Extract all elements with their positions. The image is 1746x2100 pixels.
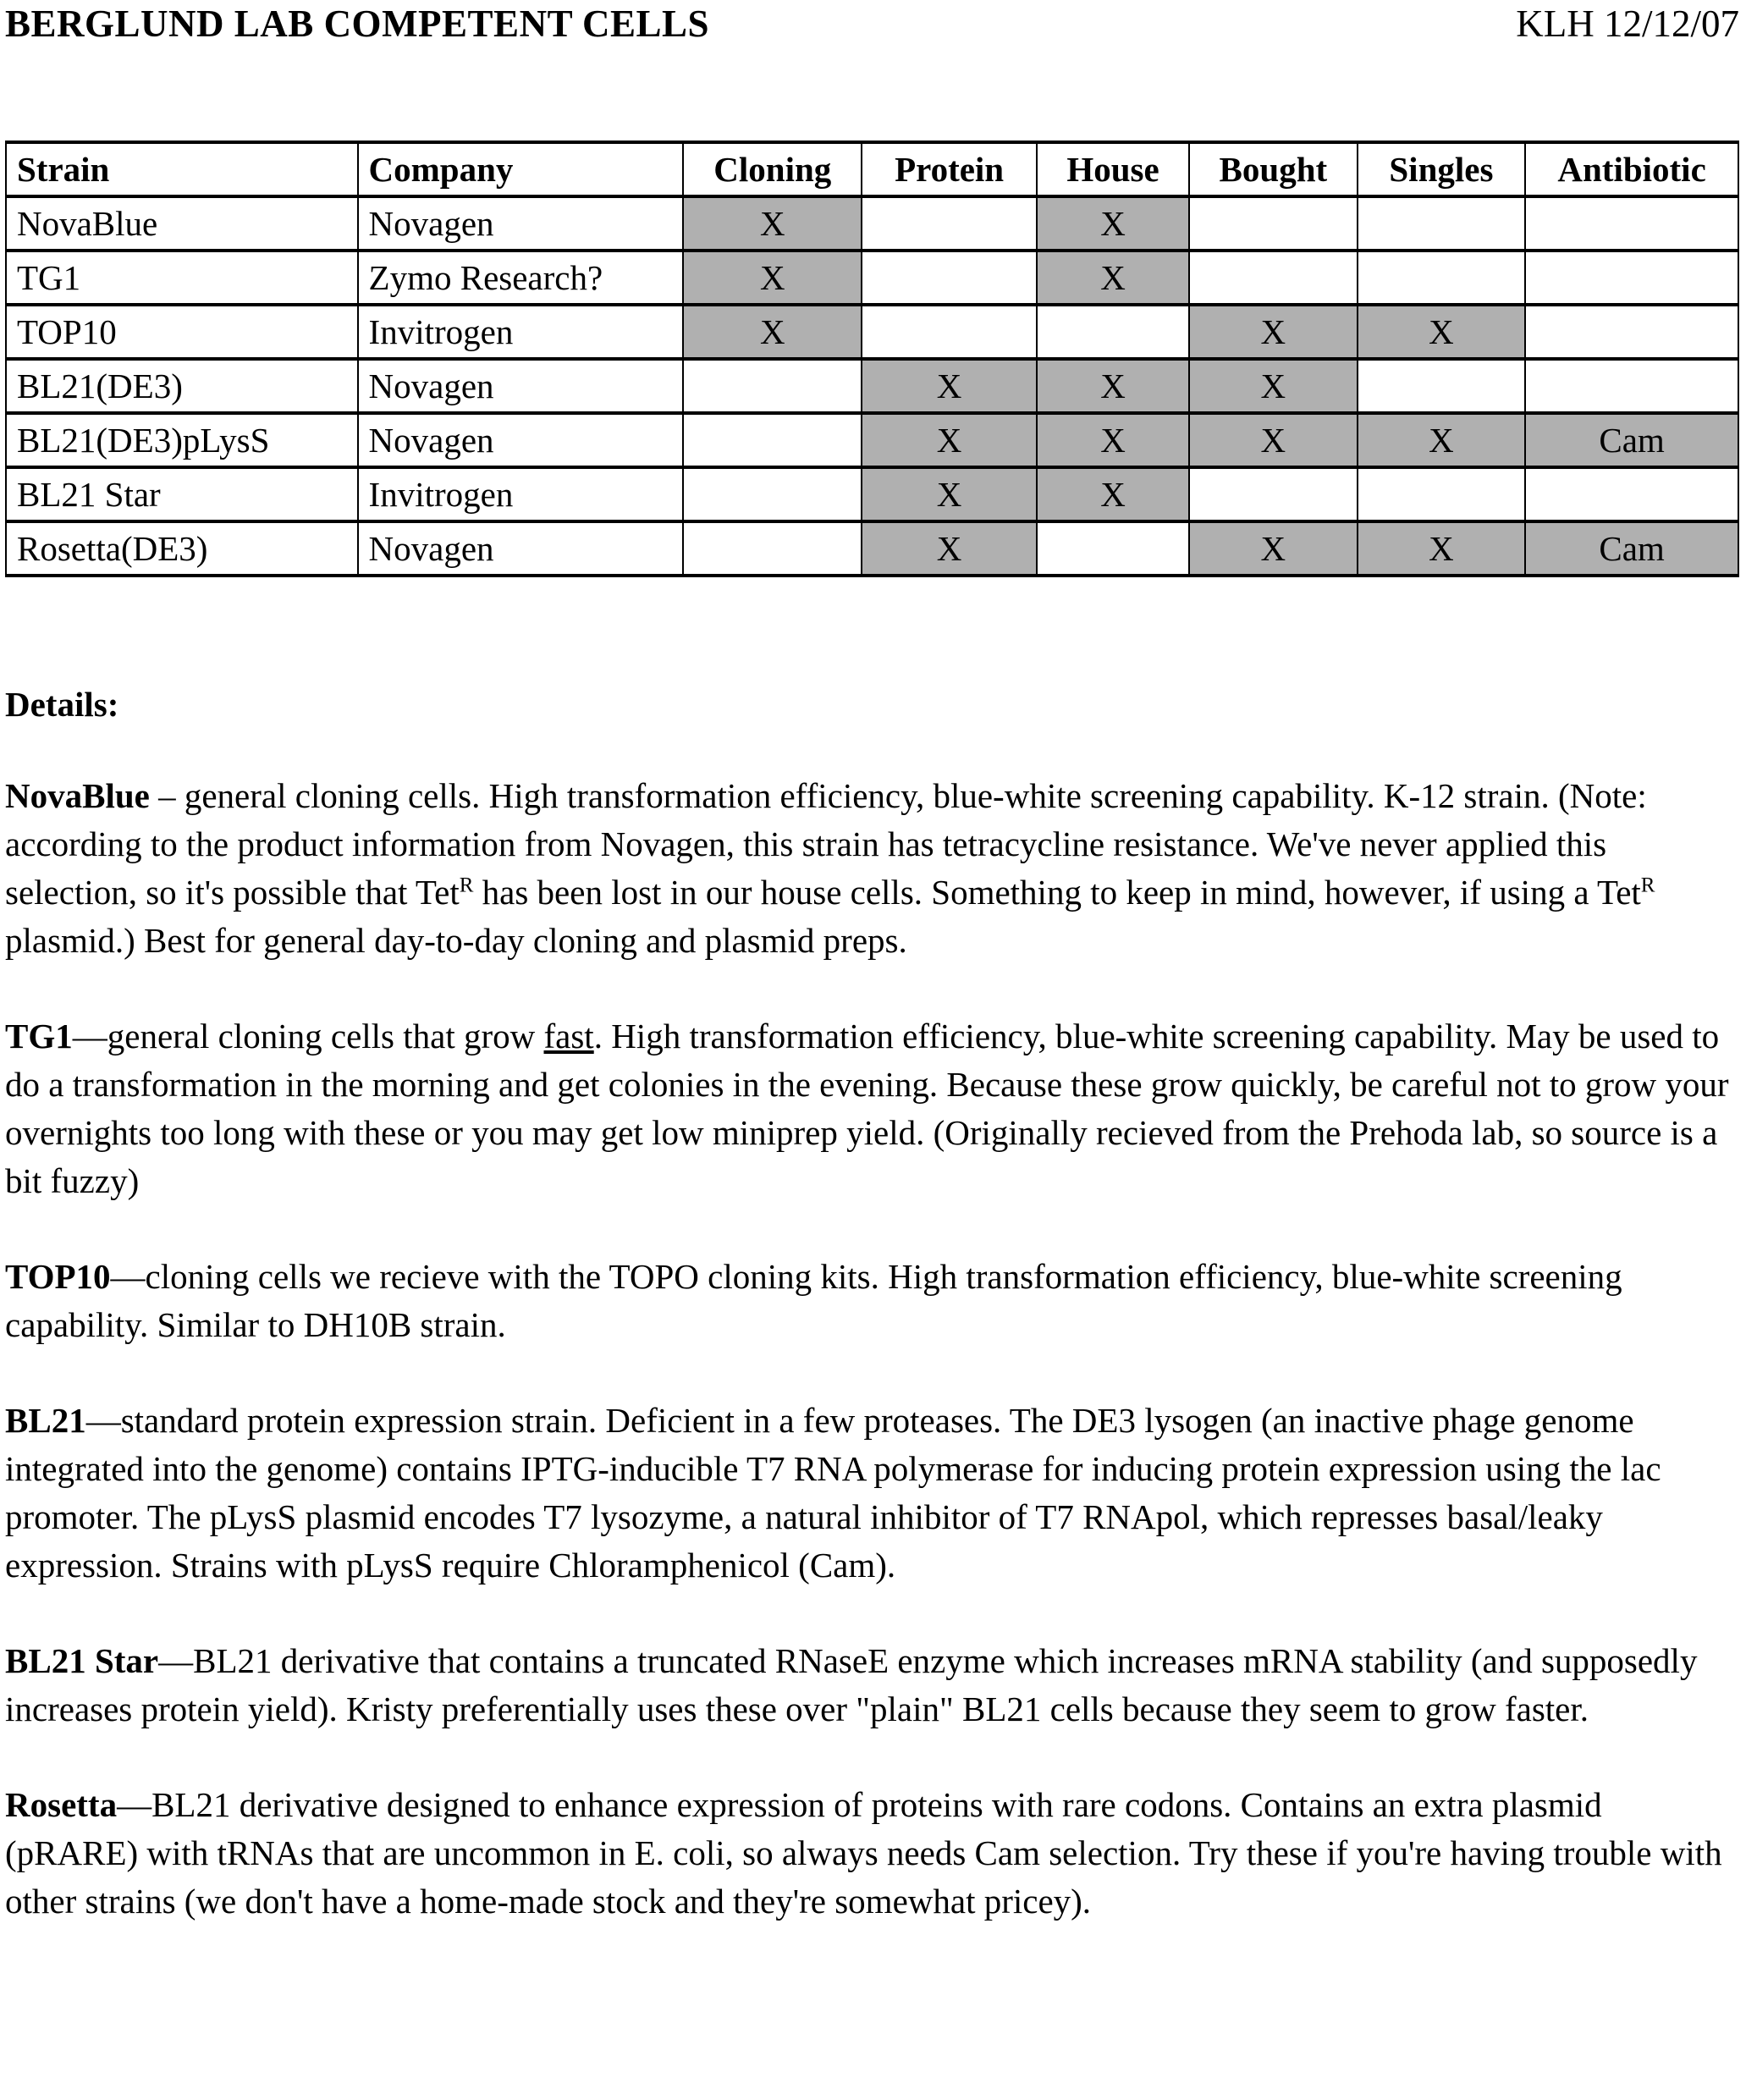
strain-name: BL21 Star <box>5 1641 159 1680</box>
table-row <box>6 251 1738 305</box>
table-text-cell: Novagen <box>358 521 684 576</box>
document-page <box>5 2 1739 1926</box>
table-mark-cell <box>1037 305 1189 359</box>
table-mark-cell <box>1189 251 1358 305</box>
table-mark-cell <box>1358 251 1526 305</box>
table-text-cell: BL21(DE3)pLysS <box>6 413 358 467</box>
paragraph-text: —cloning cells we recieve with the TOPO cloning kits. High transformation efficiency, blue-white screening capability. Similar to DH10B strain. <box>5 1257 1622 1344</box>
paragraph-text: fast <box>543 1017 594 1056</box>
table-mark-cell: X <box>683 196 862 251</box>
table-mark-cell: Cam <box>1525 413 1738 467</box>
document-header <box>5 2 1739 46</box>
strain-name: TG1 <box>5 1017 73 1056</box>
table-mark-cell <box>1358 196 1526 251</box>
table-mark-cell: X <box>1358 521 1526 576</box>
table-mark-cell <box>1525 467 1738 521</box>
table-mark-cell <box>1189 196 1358 251</box>
table-mark-cell <box>1525 251 1738 305</box>
table-mark-cell <box>1037 521 1189 576</box>
table-mark-cell: X <box>862 521 1037 576</box>
table-mark-cell: X <box>683 305 862 359</box>
strain-name: TOP10 <box>5 1257 111 1296</box>
details-heading: Details: <box>5 685 119 724</box>
paragraph-text: —standard protein expression strain. Deficient in a few proteases. The DE3 lysogen (an inactive phage genome integrated into the genome) contains IPTG-inducible T7 RNA polymerase for inducing protein expression using the lac promoter. The pLysS plasmid encodes T7 lysozyme, a natural inhibitor of T7 RNApol, which represses basal/leaky expression. Strains with pLysS require Chloramphenicol (Cam). <box>5 1401 1661 1585</box>
table-text-cell: TOP10 <box>6 305 358 359</box>
table-mark-cell <box>1525 196 1738 251</box>
table-mark-cell <box>862 251 1037 305</box>
table-mark-cell <box>683 467 862 521</box>
strain-table-head <box>6 142 1738 196</box>
strain-table <box>5 141 1739 577</box>
paragraph-rosetta <box>5 1781 1739 1926</box>
strain-name: NovaBlue <box>5 776 150 815</box>
paragraph-tg1 <box>5 1012 1739 1205</box>
table-mark-cell: X <box>1358 413 1526 467</box>
table-mark-cell: X <box>1037 251 1189 305</box>
paragraph-text: plasmid.) Best for general day-to-day cloning and plasmid preps. <box>5 921 907 960</box>
table-row <box>6 521 1738 576</box>
paragraph-text: —BL21 derivative designed to enhance expression of proteins with rare codons. Contains an extra plasmid (pRARE) with tRNAs that are uncommon in E. coli, so always needs Cam selection. Try these if you're having trouble with other strains (we don't have a home-made stock and they're somewhat pricey). <box>5 1785 1722 1921</box>
table-text-cell: Rosetta(DE3) <box>6 521 358 576</box>
table-mark-cell: X <box>1189 305 1358 359</box>
table-mark-cell <box>683 359 862 413</box>
table-mark-cell: X <box>1037 196 1189 251</box>
column-header-house: House <box>1037 142 1189 196</box>
table-mark-cell <box>862 196 1037 251</box>
table-text-cell: Invitrogen <box>358 305 684 359</box>
column-header-antibiotic: Antibiotic <box>1525 142 1738 196</box>
table-text-cell: TG1 <box>6 251 358 305</box>
document-title: BERGLUND LAB COMPETENT CELLS <box>5 3 710 45</box>
paragraph-text: R <box>1640 874 1655 897</box>
paragraph-text: has been lost in our house cells. Something to keep in mind, however, if using a Tet <box>473 873 1641 912</box>
table-text-cell: Zymo Research? <box>358 251 684 305</box>
column-header-protein: Protein <box>862 142 1037 196</box>
table-row <box>6 196 1738 251</box>
table-text-cell: NovaBlue <box>6 196 358 251</box>
table-mark-cell <box>862 305 1037 359</box>
table-mark-cell <box>683 521 862 576</box>
table-mark-cell <box>1358 467 1526 521</box>
paragraph-bl21star <box>5 1637 1739 1733</box>
column-header-cloning: Cloning <box>683 142 862 196</box>
paragraph-top10 <box>5 1253 1739 1349</box>
paragraph-novablue <box>5 772 1739 965</box>
paragraph-text: R <box>459 874 474 897</box>
table-text-cell: Novagen <box>358 196 684 251</box>
table-text-cell: Novagen <box>358 413 684 467</box>
table-mark-cell <box>1189 467 1358 521</box>
table-row <box>6 413 1738 467</box>
strain-table-header-row <box>6 142 1738 196</box>
table-row <box>6 305 1738 359</box>
column-header-singles: Singles <box>1358 142 1526 196</box>
table-row <box>6 467 1738 521</box>
paragraph-bl21 <box>5 1397 1739 1590</box>
table-mark-cell: X <box>1189 521 1358 576</box>
paragraph-text: —general cloning cells that grow <box>72 1017 544 1056</box>
table-text-cell: Invitrogen <box>358 467 684 521</box>
table-mark-cell: X <box>1037 413 1189 467</box>
table-row <box>6 359 1738 413</box>
column-header-company: Company <box>358 142 684 196</box>
table-mark-cell: Cam <box>1525 521 1738 576</box>
table-mark-cell: X <box>683 251 862 305</box>
table-mark-cell <box>1358 359 1526 413</box>
table-mark-cell: X <box>1189 413 1358 467</box>
table-mark-cell: X <box>862 359 1037 413</box>
column-header-strain: Strain <box>6 142 358 196</box>
strain-name: Rosetta <box>5 1785 118 1824</box>
table-mark-cell: X <box>1037 467 1189 521</box>
paragraph-text: —BL21 derivative that contains a truncated RNaseE enzyme which increases mRNA stability (and supposedly increases protein yield). Kristy preferentially uses these over "plain" BL21 cells because they seem to grow faster. <box>5 1641 1698 1728</box>
table-mark-cell <box>1525 305 1738 359</box>
table-mark-cell: X <box>1037 359 1189 413</box>
table-mark-cell <box>1525 359 1738 413</box>
table-mark-cell <box>683 413 862 467</box>
paragraph-text: . High transformation efficiency, blue-white screening capability. May be used to do a transformation in the morning and get colonies in the evening. Because these grow quickly, be careful not to grow your overnights too long with these or you may get low miniprep yield. (Originally recieved from the Prehoda lab, so source is a bit fuzzy) <box>5 1017 1729 1200</box>
table-text-cell: BL21(DE3) <box>6 359 358 413</box>
table-mark-cell: X <box>1358 305 1526 359</box>
strain-table-body <box>6 196 1738 576</box>
table-mark-cell: X <box>862 467 1037 521</box>
paragraph-text: – general cloning cells. High transformation efficiency, blue-white screening capability. K-12 strain. (Note: according to the product information from Novagen, this strain has tetracycline resistance. We've never applied this selection, so it's possible that Tet <box>5 776 1647 912</box>
table-text-cell: BL21 Star <box>6 467 358 521</box>
column-header-bought: Bought <box>1189 142 1358 196</box>
table-mark-cell: X <box>862 413 1037 467</box>
strain-name: BL21 <box>5 1401 86 1440</box>
document-author-date: KLH 12/12/07 <box>1516 3 1739 45</box>
table-mark-cell: X <box>1189 359 1358 413</box>
table-text-cell: Novagen <box>358 359 684 413</box>
